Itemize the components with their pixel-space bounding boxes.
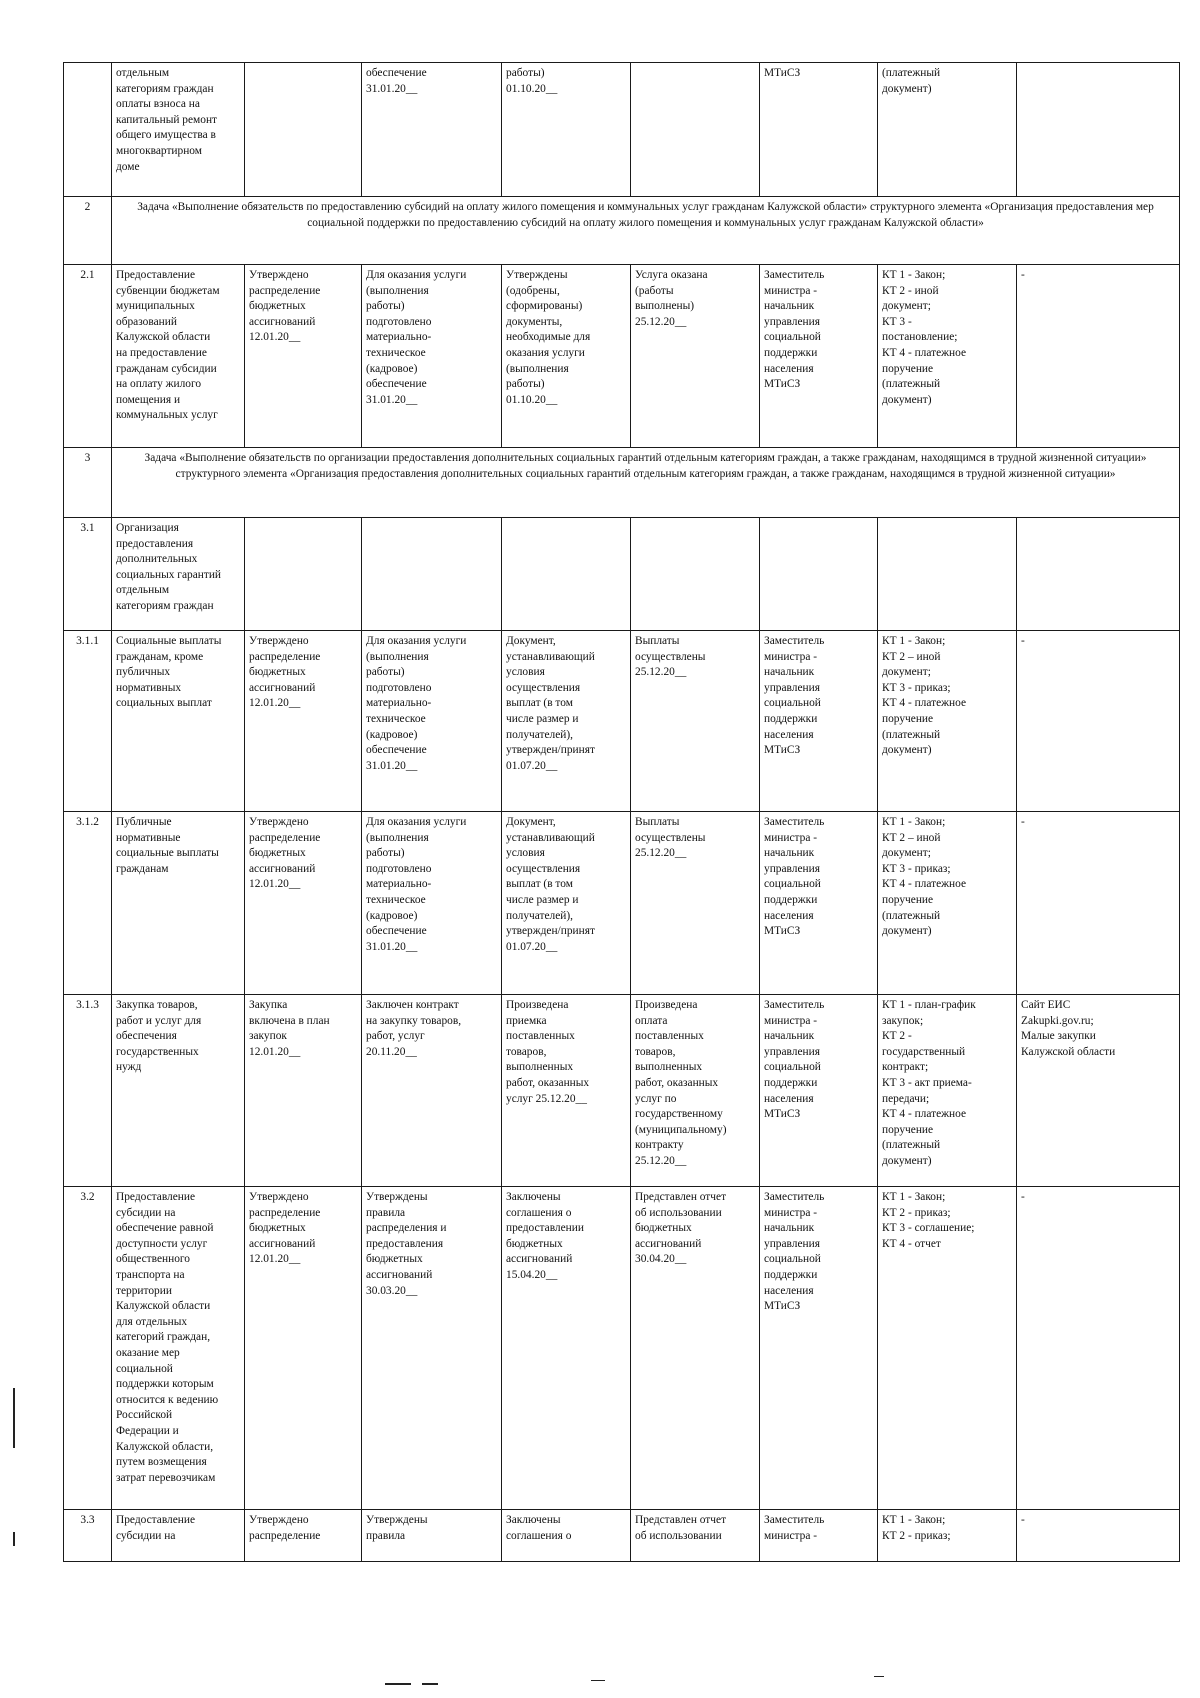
table-row bbox=[64, 995, 1180, 1187]
task-row bbox=[64, 197, 1180, 265]
event-name-cell: Предоставление субсидии на bbox=[112, 1510, 245, 1562]
control-point-3-cell: работы) 01.10.20__ bbox=[502, 63, 631, 197]
control-point-4-cell: Услуга оказана (работы выполнены) 25.12.20__ bbox=[631, 265, 760, 448]
table-row bbox=[64, 631, 1180, 812]
control-point-1-cell: Закупка включена в план закупок 12.01.20__ bbox=[245, 995, 362, 1187]
responsible-cell bbox=[760, 518, 878, 631]
row-number: 3.1 bbox=[64, 518, 112, 631]
row-number: 3.1.2 bbox=[64, 812, 112, 995]
task-row bbox=[64, 448, 1180, 518]
event-name-cell: Закупка товаров, работ и услуг для обеспечения государственных нужд bbox=[112, 995, 245, 1187]
event-name-cell: Предоставление субсидии на обеспечение равной доступности услуг общественного транспорта на территории Калужской области для отдельных категорий граждан, оказание мер социальной поддержки которым относится к ведению Российской Федерации и Калужской области, путем возмещения затрат перевозчикам bbox=[112, 1187, 245, 1510]
confirming-document-cell: КТ 1 - Закон; КТ 2 - приказ; КТ 3 - соглашение; КТ 4 - отчет bbox=[878, 1187, 1017, 1510]
confirming-document-cell: КТ 1 - Закон; КТ 2 – иной документ; КТ 3 - приказ; КТ 4 - платежное поручение (платежный документ) bbox=[878, 631, 1017, 812]
control-point-3-cell: Заключены соглашения о bbox=[502, 1510, 631, 1562]
table-row bbox=[64, 1187, 1180, 1510]
control-point-1-cell: Утверждено распределение бюджетных ассигнований 12.01.20__ bbox=[245, 631, 362, 812]
control-point-2-cell: Для оказания услуги (выполнения работы) подготовлено материально- техническое (кадровое) обеспечение 31.01.20__ bbox=[362, 265, 502, 448]
control-point-4-cell: Произведена оплата поставленных товаров, выполненных работ, оказанных услуг по государственному (муниципальному) контракту 25.12.20__ bbox=[631, 995, 760, 1187]
info-system-cell bbox=[1017, 518, 1180, 631]
scan-mark bbox=[422, 1683, 438, 1685]
row-number: 3.3 bbox=[64, 1510, 112, 1562]
control-point-2-cell: Утверждены правила распределения и предоставления бюджетных ассигнований 30.03.20__ bbox=[362, 1187, 502, 1510]
control-point-2-cell: Для оказания услуги (выполнения работы) подготовлено материально- техническое (кадровое) обеспечение 31.01.20__ bbox=[362, 812, 502, 995]
row-number: 3.1.1 bbox=[64, 631, 112, 812]
responsible-cell: Заместитель министра - начальник управления социальной поддержки населения МТиСЗ bbox=[760, 1187, 878, 1510]
confirming-document-cell bbox=[878, 518, 1017, 631]
control-point-3-cell: Документ, устанавливающий условия осуществления выплат (в том числе размер и получателей), утвержден/принят 01.07.20__ bbox=[502, 812, 631, 995]
control-point-1-cell: Утверждено распределение бюджетных ассигнований 12.01.20__ bbox=[245, 1187, 362, 1510]
control-point-3-cell: Утверждены (одобрены, сформированы) документы, необходимые для оказания услуги (выполнения работы) 01.10.20__ bbox=[502, 265, 631, 448]
control-point-4-cell bbox=[631, 518, 760, 631]
table-row bbox=[64, 63, 1180, 197]
control-point-2-cell: Заключен контракт на закупку товаров, работ, услуг 20.11.20__ bbox=[362, 995, 502, 1187]
confirming-document-cell: КТ 1 - Закон; КТ 2 - иной документ; КТ 3 - постановление; КТ 4 - платежное поручение (платежный документ) bbox=[878, 265, 1017, 448]
control-point-4-cell bbox=[631, 63, 760, 197]
info-system-cell: - bbox=[1017, 1187, 1180, 1510]
responsible-cell: Заместитель министра - начальник управления социальной поддержки населения МТиСЗ bbox=[760, 265, 878, 448]
control-point-1-cell: Утверждено распределение бюджетных ассигнований 12.01.20__ bbox=[245, 812, 362, 995]
control-point-2-cell: обеспечение 31.01.20__ bbox=[362, 63, 502, 197]
control-point-4-cell: Представлен отчет об использовании bbox=[631, 1510, 760, 1562]
control-points-table bbox=[63, 62, 1180, 1562]
control-point-3-cell bbox=[502, 518, 631, 631]
control-point-3-cell: Документ, устанавливающий условия осуществления выплат (в том числе размер и получателей), утвержден/принят 01.07.20__ bbox=[502, 631, 631, 812]
confirming-document-cell: (платежный документ) bbox=[878, 63, 1017, 197]
info-system-cell: Сайт ЕИС Zakupki.gov.ru; Малые закупки Калужской области bbox=[1017, 995, 1180, 1187]
control-point-2-cell: Для оказания услуги (выполнения работы) подготовлено материально- техническое (кадровое) обеспечение 31.01.20__ bbox=[362, 631, 502, 812]
table-row bbox=[64, 1510, 1180, 1562]
info-system-cell: - bbox=[1017, 265, 1180, 448]
control-point-2-cell: Утверждены правила bbox=[362, 1510, 502, 1562]
task-number: 3 bbox=[64, 448, 112, 518]
row-number: 3.1.3 bbox=[64, 995, 112, 1187]
control-point-4-cell: Выплаты осуществлены 25.12.20__ bbox=[631, 631, 760, 812]
responsible-cell: МТиСЗ bbox=[760, 63, 878, 197]
scan-mark bbox=[13, 1532, 15, 1546]
confirming-document-cell: КТ 1 - Закон; КТ 2 – иной документ; КТ 3 - приказ; КТ 4 - платежное поручение (платежный документ) bbox=[878, 812, 1017, 995]
info-system-cell bbox=[1017, 63, 1180, 197]
responsible-cell: Заместитель министра - начальник управления социальной поддержки населения МТиСЗ bbox=[760, 631, 878, 812]
control-point-3-cell: Заключены соглашения о предоставлении бюджетных ассигнований 15.04.20__ bbox=[502, 1187, 631, 1510]
control-point-1-cell: Утверждено распределение bbox=[245, 1510, 362, 1562]
info-system-cell: - bbox=[1017, 631, 1180, 812]
confirming-document-cell: КТ 1 - Закон; КТ 2 - приказ; bbox=[878, 1510, 1017, 1562]
event-name-cell: Организация предоставления дополнительных социальных гарантий отдельным категориям граждан bbox=[112, 518, 245, 631]
table-row bbox=[64, 518, 1180, 631]
scan-mark bbox=[385, 1683, 411, 1685]
task-description: Задача «Выполнение обязательств по организации предоставления дополнительных социальных гарантий отдельным категориям граждан, а также гражданам, находящимся в трудной жизненной ситуации» структурного элемента «Организация предоставления дополнительных социальных гарантий отдельным категориям граждан, а также гражданам, находящимся в трудной жизненной ситуации» bbox=[112, 448, 1180, 518]
table-row bbox=[64, 265, 1180, 448]
row-number bbox=[64, 63, 112, 197]
scan-mark bbox=[591, 1680, 605, 1681]
info-system-cell: - bbox=[1017, 812, 1180, 995]
table-row bbox=[64, 812, 1180, 995]
control-point-3-cell: Произведена приемка поставленных товаров, выполненных работ, оказанных услуг 25.12.20__ bbox=[502, 995, 631, 1187]
task-number: 2 bbox=[64, 197, 112, 265]
control-point-1-cell: Утверждено распределение бюджетных ассигнований 12.01.20__ bbox=[245, 265, 362, 448]
event-name-cell: Социальные выплаты гражданам, кроме публичных нормативных социальных выплат bbox=[112, 631, 245, 812]
responsible-cell: Заместитель министра - начальник управления социальной поддержки населения МТиСЗ bbox=[760, 812, 878, 995]
row-number: 2.1 bbox=[64, 265, 112, 448]
confirming-document-cell: КТ 1 - план-график закупок; КТ 2 - государственный контракт; КТ 3 - акт приема- передачи; КТ 4 - платежное поручение (платежный документ) bbox=[878, 995, 1017, 1187]
control-point-1-cell bbox=[245, 518, 362, 631]
control-point-4-cell: Представлен отчет об использовании бюджетных ассигнований 30.04.20__ bbox=[631, 1187, 760, 1510]
responsible-cell: Заместитель министра - начальник управления социальной поддержки населения МТиСЗ bbox=[760, 995, 878, 1187]
task-description: Задача «Выполнение обязательств по предоставлению субсидий на оплату жилого помещения и коммунальных услуг гражданам Калужской области» структурного элемента «Организация предоставления мер социальной поддержки по предоставлению субсидий на оплату жилого помещения и коммунальных услуг гражданам Калужской области» bbox=[112, 197, 1180, 265]
event-name-cell: Предоставление субвенции бюджетам муниципальных образований Калужской области на предоставление гражданам субсидии на оплату жилого помещения и коммунальных услуг bbox=[112, 265, 245, 448]
responsible-cell: Заместитель министра - bbox=[760, 1510, 878, 1562]
scan-mark bbox=[13, 1388, 15, 1448]
scan-mark bbox=[874, 1676, 884, 1677]
control-point-1-cell bbox=[245, 63, 362, 197]
control-point-2-cell bbox=[362, 518, 502, 631]
row-number: 3.2 bbox=[64, 1187, 112, 1510]
info-system-cell: - bbox=[1017, 1510, 1180, 1562]
event-name-cell: Публичные нормативные социальные выплаты гражданам bbox=[112, 812, 245, 995]
control-point-4-cell: Выплаты осуществлены 25.12.20__ bbox=[631, 812, 760, 995]
event-name-cell: отдельным категориям граждан оплаты взноса на капитальный ремонт общего имущества в многоквартирном доме bbox=[112, 63, 245, 197]
